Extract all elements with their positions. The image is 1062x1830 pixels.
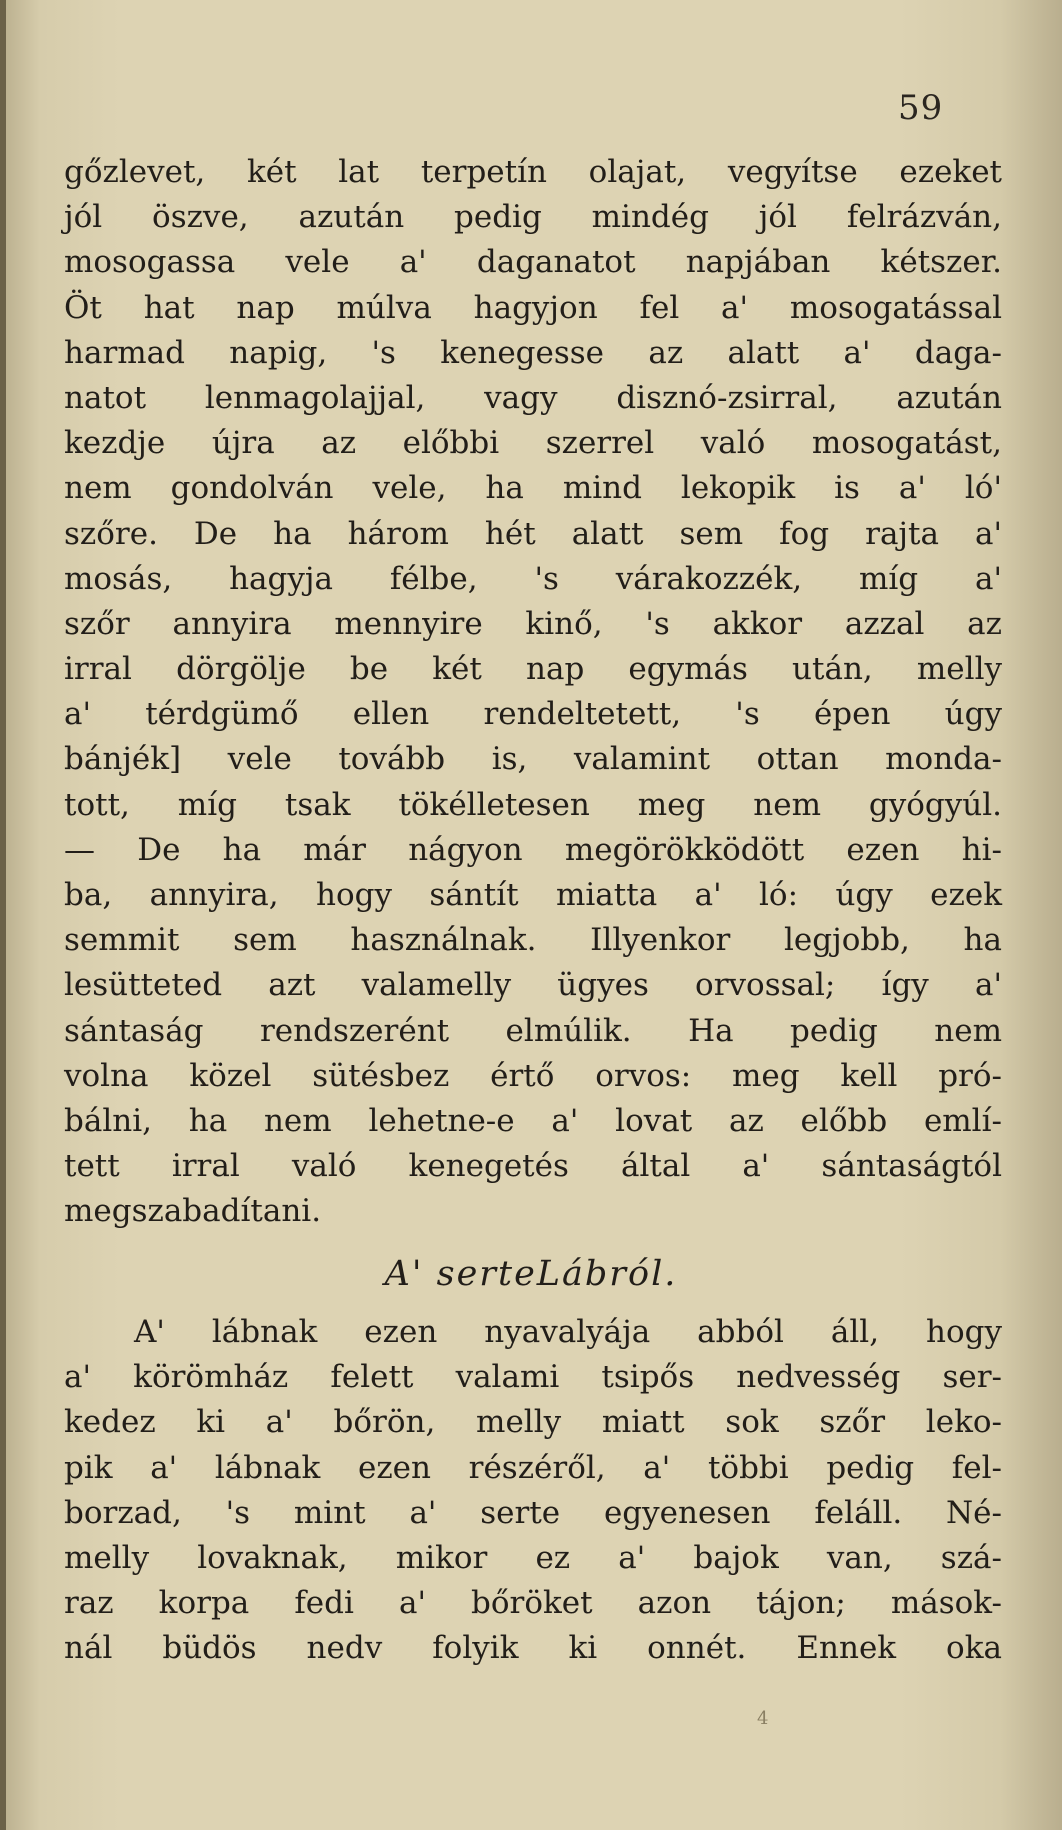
text-line: szőre. De ha három hét alatt sem fog rajta a'	[64, 515, 1002, 552]
text-line: A' lábnak ezen nyavalyája abból áll, hogy	[134, 1314, 1002, 1350]
text-line: jól öszve, azután pedig mindég jól felrázván,	[64, 199, 1002, 236]
text-line: bálni, ha nem lehetne-e a' lovat az előbb emlí-	[64, 1102, 1002, 1139]
text-line: — De ha már nágyon megörökködött ezen hi-	[64, 831, 1002, 868]
page-number: 59	[898, 88, 944, 128]
paragraph-1	[64, 150, 1002, 1235]
text-line: a' körömház felett valami tsipős nedvesség ser-	[64, 1359, 1002, 1396]
text-line: irral dörgölje be két nap egymás után, melly	[64, 651, 1002, 688]
text-line: borzad, 's mint a' serte egyenesen feláll. Né-	[64, 1494, 1002, 1531]
text-line: lesütteted azt valamelly ügyes orvossal; így a'	[64, 967, 1002, 1004]
text-line: nál büdös nedv folyik ki onnét. Ennek oka	[64, 1630, 1002, 1667]
text-line: sántaság rendszerént elmúlik. Ha pedig nem	[64, 1012, 1002, 1049]
text-line: a' térdgümő ellen rendeltetett, 's épen úgy	[64, 696, 1002, 733]
text-line: mosás, hagyja félbe, 's várakozzék, míg a'	[64, 560, 1002, 597]
text-line: Öt hat nap múlva hagyjon fel a' mosogatással	[64, 289, 1002, 326]
section-title: A' serteLábról.	[384, 1254, 678, 1294]
text-line: gőzlevet, két lat terpetín olajat, vegyítse ezeket	[64, 154, 1002, 190]
text-line: bánjék] vele tovább is, valamint ottan monda-	[64, 741, 1002, 778]
paragraph-2	[64, 1310, 1002, 1672]
page-spine-shadow	[0, 0, 6, 1830]
text-line: pik a' lábnak ezen részéről, a' többi pedig fel-	[64, 1449, 1002, 1486]
text-line: melly lovaknak, mikor ez a' bajok van, szá-	[64, 1539, 1002, 1576]
text-line: kedez ki a' bőrön, melly miatt sok szőr leko-	[64, 1404, 1002, 1441]
text-line: tett irral való kenegetés által a' sántaságtól	[64, 1148, 1002, 1185]
text-line: szőr annyira mennyire kinő, 's akkor azzal az	[64, 605, 1002, 642]
text-line: volna közel sütésbez értő orvos: meg kell pró-	[64, 1057, 1002, 1094]
text-line: natot lenmagolajjal, vagy disznó-zsirral, azután	[64, 379, 1002, 416]
text-line: nem gondolván vele, ha mind lekopik is a' ló'	[64, 470, 1002, 507]
stray-print-mark: 4	[757, 1708, 769, 1729]
text-line: mosogassa vele a' daganatot napjában kétszer.	[64, 244, 1002, 281]
text-line-last: megszabadítani.	[64, 1193, 322, 1230]
text-line: raz korpa fedi a' bőröket azon tájon; mások-	[64, 1585, 1002, 1622]
text-line: semmit sem használnak. Illyenkor legjobb, ha	[64, 922, 1002, 959]
text-line: kezdje újra az előbbi szerrel való mosogatást,	[64, 425, 1002, 462]
text-line: tott, míg tsak tökélletesen meg nem gyógyúl.	[64, 786, 1002, 823]
text-line: harmad napig, 's kenegesse az alatt a' daga-	[64, 334, 1002, 371]
text-line: ba, annyira, hogy sántít miatta a' ló: úgy ezek	[64, 877, 1002, 913]
